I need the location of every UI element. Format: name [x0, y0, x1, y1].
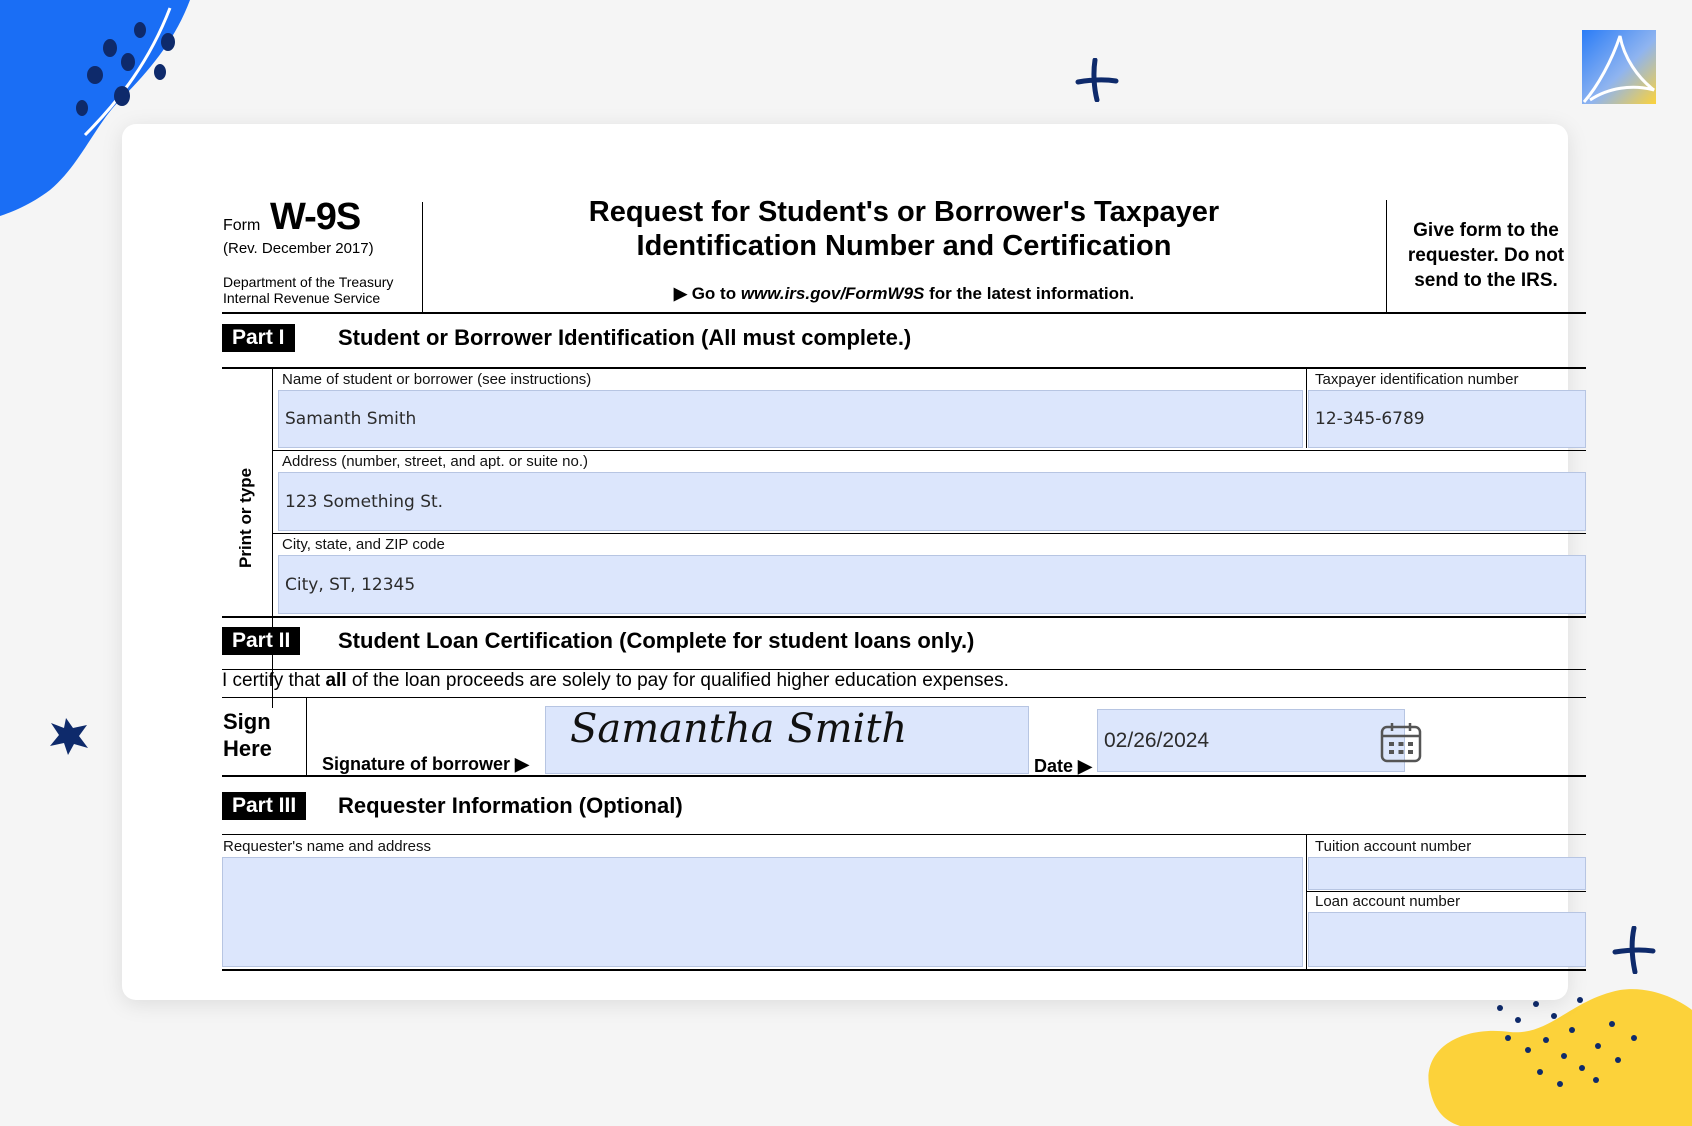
goto-line: [422, 284, 1386, 304]
department-line2: Internal Revenue Service: [223, 290, 381, 306]
part1-tag: Part I: [222, 324, 295, 352]
tuition-label: Tuition account number: [1315, 838, 1472, 855]
signature-input[interactable]: Samantha Smith: [545, 706, 1029, 774]
calendar-icon[interactable]: [1380, 721, 1422, 763]
part3-tag: Part III: [222, 792, 306, 820]
tin-input[interactable]: 12-345-6789: [1308, 390, 1586, 448]
form-revision: (Rev. December 2017): [223, 240, 374, 257]
form-title-line1: Request for Student's or Borrower's Taxpayer: [588, 196, 1220, 228]
give-line1: Give form to the: [1413, 220, 1559, 241]
signature-label: Signature of borrower ▶: [322, 754, 529, 774]
date-input[interactable]: [1097, 709, 1405, 772]
part3-bottom-rule: [222, 969, 1586, 971]
certify-suffix: of the loan proceeds are solely to pay for qualified higher education expenses.: [346, 670, 1009, 691]
name-input[interactable]: Samanth Smith: [278, 390, 1303, 448]
part1-title: Student or Borrower Identification (All must complete.): [338, 325, 912, 350]
address-label: Address (number, street, and apt. or suite no.): [282, 453, 588, 470]
requester-label: Requester's name and address: [223, 838, 431, 855]
decor-star-left: [48, 716, 90, 756]
part1-rule: [222, 367, 1586, 369]
part3-title: Requester Information (Optional): [338, 793, 683, 818]
form-label: Form: [223, 217, 261, 234]
part2-title: Student Loan Certification (Complete for student loans only.): [338, 628, 975, 653]
form-card: [122, 124, 1568, 1000]
form-number: W-9S: [270, 196, 361, 238]
decor-yellow-blob: [1420, 980, 1692, 1126]
give-line3: send to the IRS.: [1414, 270, 1558, 291]
decor-plus-top: [1075, 58, 1119, 102]
certification-text: [222, 670, 1009, 692]
requester-divider: [1306, 834, 1307, 969]
decor-plus-right: [1612, 926, 1656, 974]
give-form-note: [1386, 218, 1586, 293]
city-label: City, state, and ZIP code: [282, 536, 445, 553]
department-line1: Department of the Treasury: [223, 274, 394, 290]
address-row-rule: [272, 533, 1586, 534]
header-bottom-rule: [222, 312, 1586, 314]
part2-tag: Part II: [222, 627, 300, 655]
address-input[interactable]: 123 Something St.: [278, 472, 1586, 531]
app-logo-icon[interactable]: [1582, 30, 1656, 104]
name-row-rule: [272, 450, 1586, 451]
tuition-input[interactable]: [1308, 857, 1586, 890]
part3-rule: [222, 834, 1586, 835]
part2-bottom-rule: [222, 775, 1586, 777]
print-or-type-divider: [272, 367, 273, 708]
sign-divider: [306, 697, 307, 775]
name-tin-divider: [1306, 367, 1307, 448]
loan-input[interactable]: [1308, 912, 1586, 967]
goto-suffix: for the latest information.: [924, 284, 1135, 303]
certify-bold: all: [325, 670, 347, 691]
goto-url[interactable]: www.irs.gov/FormW9S: [740, 284, 925, 303]
part1-bottom-rule: [222, 616, 1586, 618]
requester-input[interactable]: [222, 857, 1303, 967]
tuition-rule: [1306, 891, 1586, 892]
goto-prefix: ▶ Go to: [673, 284, 741, 303]
certify-prefix: I certify that: [222, 670, 326, 691]
city-input[interactable]: City, ST, 12345: [278, 555, 1586, 614]
sign-line2: Here: [223, 736, 272, 761]
name-label: Name of student or borrower (see instructions): [282, 371, 592, 388]
date-value: 02/26/2024: [1104, 728, 1210, 752]
certification-rule: [222, 697, 1586, 698]
loan-label: Loan account number: [1315, 893, 1461, 910]
form-title-line2: Identification Number and Certification: [636, 230, 1172, 262]
print-or-type-label: Print or type: [236, 467, 255, 568]
sign-line1: Sign: [223, 709, 271, 734]
give-line2: requester. Do not: [1407, 245, 1565, 266]
tin-label: Taxpayer identification number: [1315, 371, 1519, 388]
date-label: Date ▶: [1034, 756, 1092, 776]
sign-here-label: [223, 708, 272, 762]
